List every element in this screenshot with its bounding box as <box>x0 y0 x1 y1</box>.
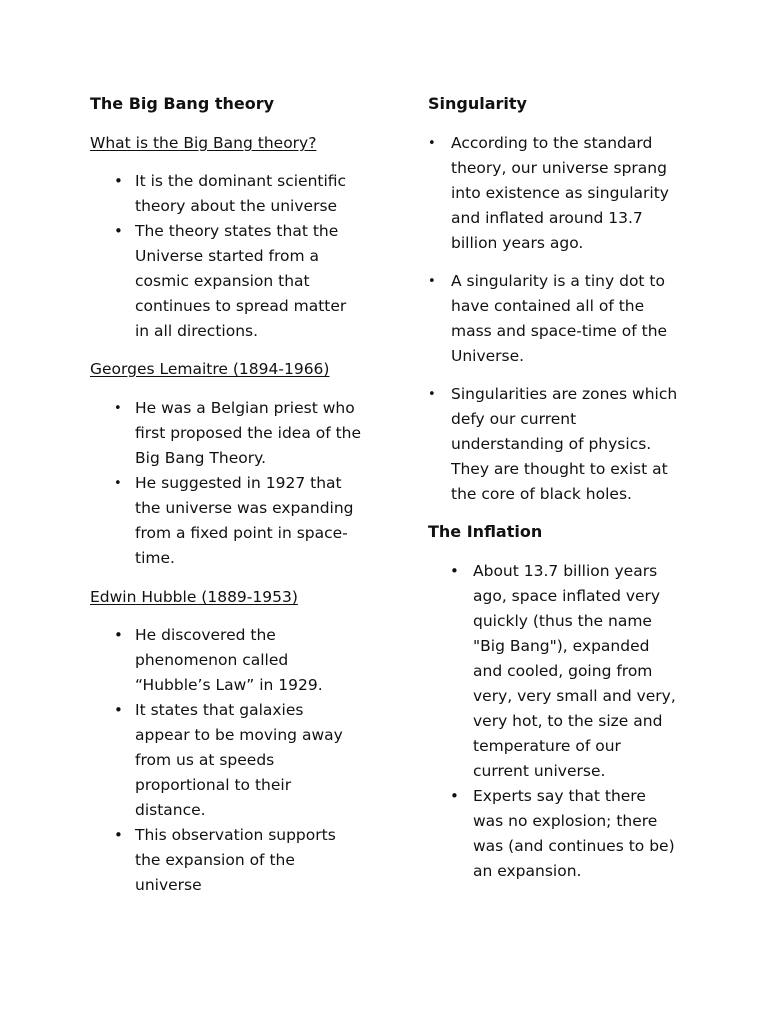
list-item: • He discovered the phenomenon called “Hubble’s Law” in 1929. <box>90 623 382 698</box>
list-item: • This observation supports the expansion of the universe <box>90 823 382 898</box>
section-heading-hubble: Edwin Hubble (1889-1953) <box>90 588 298 606</box>
bullet-list-hubble <box>90 623 382 898</box>
section-heading-singularity: Singularity <box>428 94 527 113</box>
section-heading-lemaitre: Georges Lemaitre (1894-1966) <box>90 360 330 378</box>
bullet-list-what-is <box>90 169 382 344</box>
bullet-icon: • <box>450 787 459 805</box>
bullet-icon: • <box>114 401 122 416</box>
list-item: • A singularity is a tiny dot to have contained all of the mass and space-time of the Universe. <box>428 269 708 369</box>
bullet-icon: • <box>428 387 436 402</box>
bullet-icon: • <box>428 274 436 289</box>
list-item: • It is the dominant scientific theory about the universe <box>90 169 382 219</box>
section-heading-what-is: What is the Big Bang theory? <box>90 134 317 152</box>
list-item: • He suggested in 1927 that the universe was expanding from a fixed point in space- time. <box>90 471 382 571</box>
list-item: • It states that galaxies appear to be moving away from us at speeds proportional to their distance. <box>90 698 382 823</box>
bullet-icon: • <box>428 136 436 151</box>
bullet-icon: • <box>114 476 122 491</box>
list-item: • Experts say that there was no explosion; there was (and continues to be) an expansion. <box>428 784 708 884</box>
list-item: • He was a Belgian priest who first proposed the idea of the Big Bang Theory. <box>90 396 382 471</box>
bullet-list-singularity <box>428 131 708 520</box>
document-title: The Big Bang theory <box>90 94 275 113</box>
bullet-list-inflation <box>428 559 708 884</box>
list-item: • According to the standard theory, our universe sprang into existence as singularity and inflated around 13.7 billion years ago. <box>428 131 708 256</box>
list-item: • About 13.7 billion years ago, space inflated very quickly (thus the name "Big Bang"), expanded and cooled, going from very, very small and very, very hot, to the size and temperature of our current universe. <box>428 559 708 784</box>
bullet-icon: • <box>114 222 123 240</box>
bullet-icon: • <box>114 626 123 644</box>
list-item: • The theory states that the Universe started from a cosmic expansion that continues to spread matter in all directions. <box>90 219 382 344</box>
section-heading-inflation: The Inflation <box>428 522 543 541</box>
bullet-icon: • <box>114 701 123 719</box>
bullet-list-lemaitre <box>90 396 382 571</box>
list-item: • Singularities are zones which defy our current understanding of physics. They are thought to exist at the core of black holes. <box>428 382 708 507</box>
bullet-icon: • <box>450 562 459 580</box>
bullet-icon: • <box>114 826 123 844</box>
bullet-icon: • <box>114 172 123 190</box>
